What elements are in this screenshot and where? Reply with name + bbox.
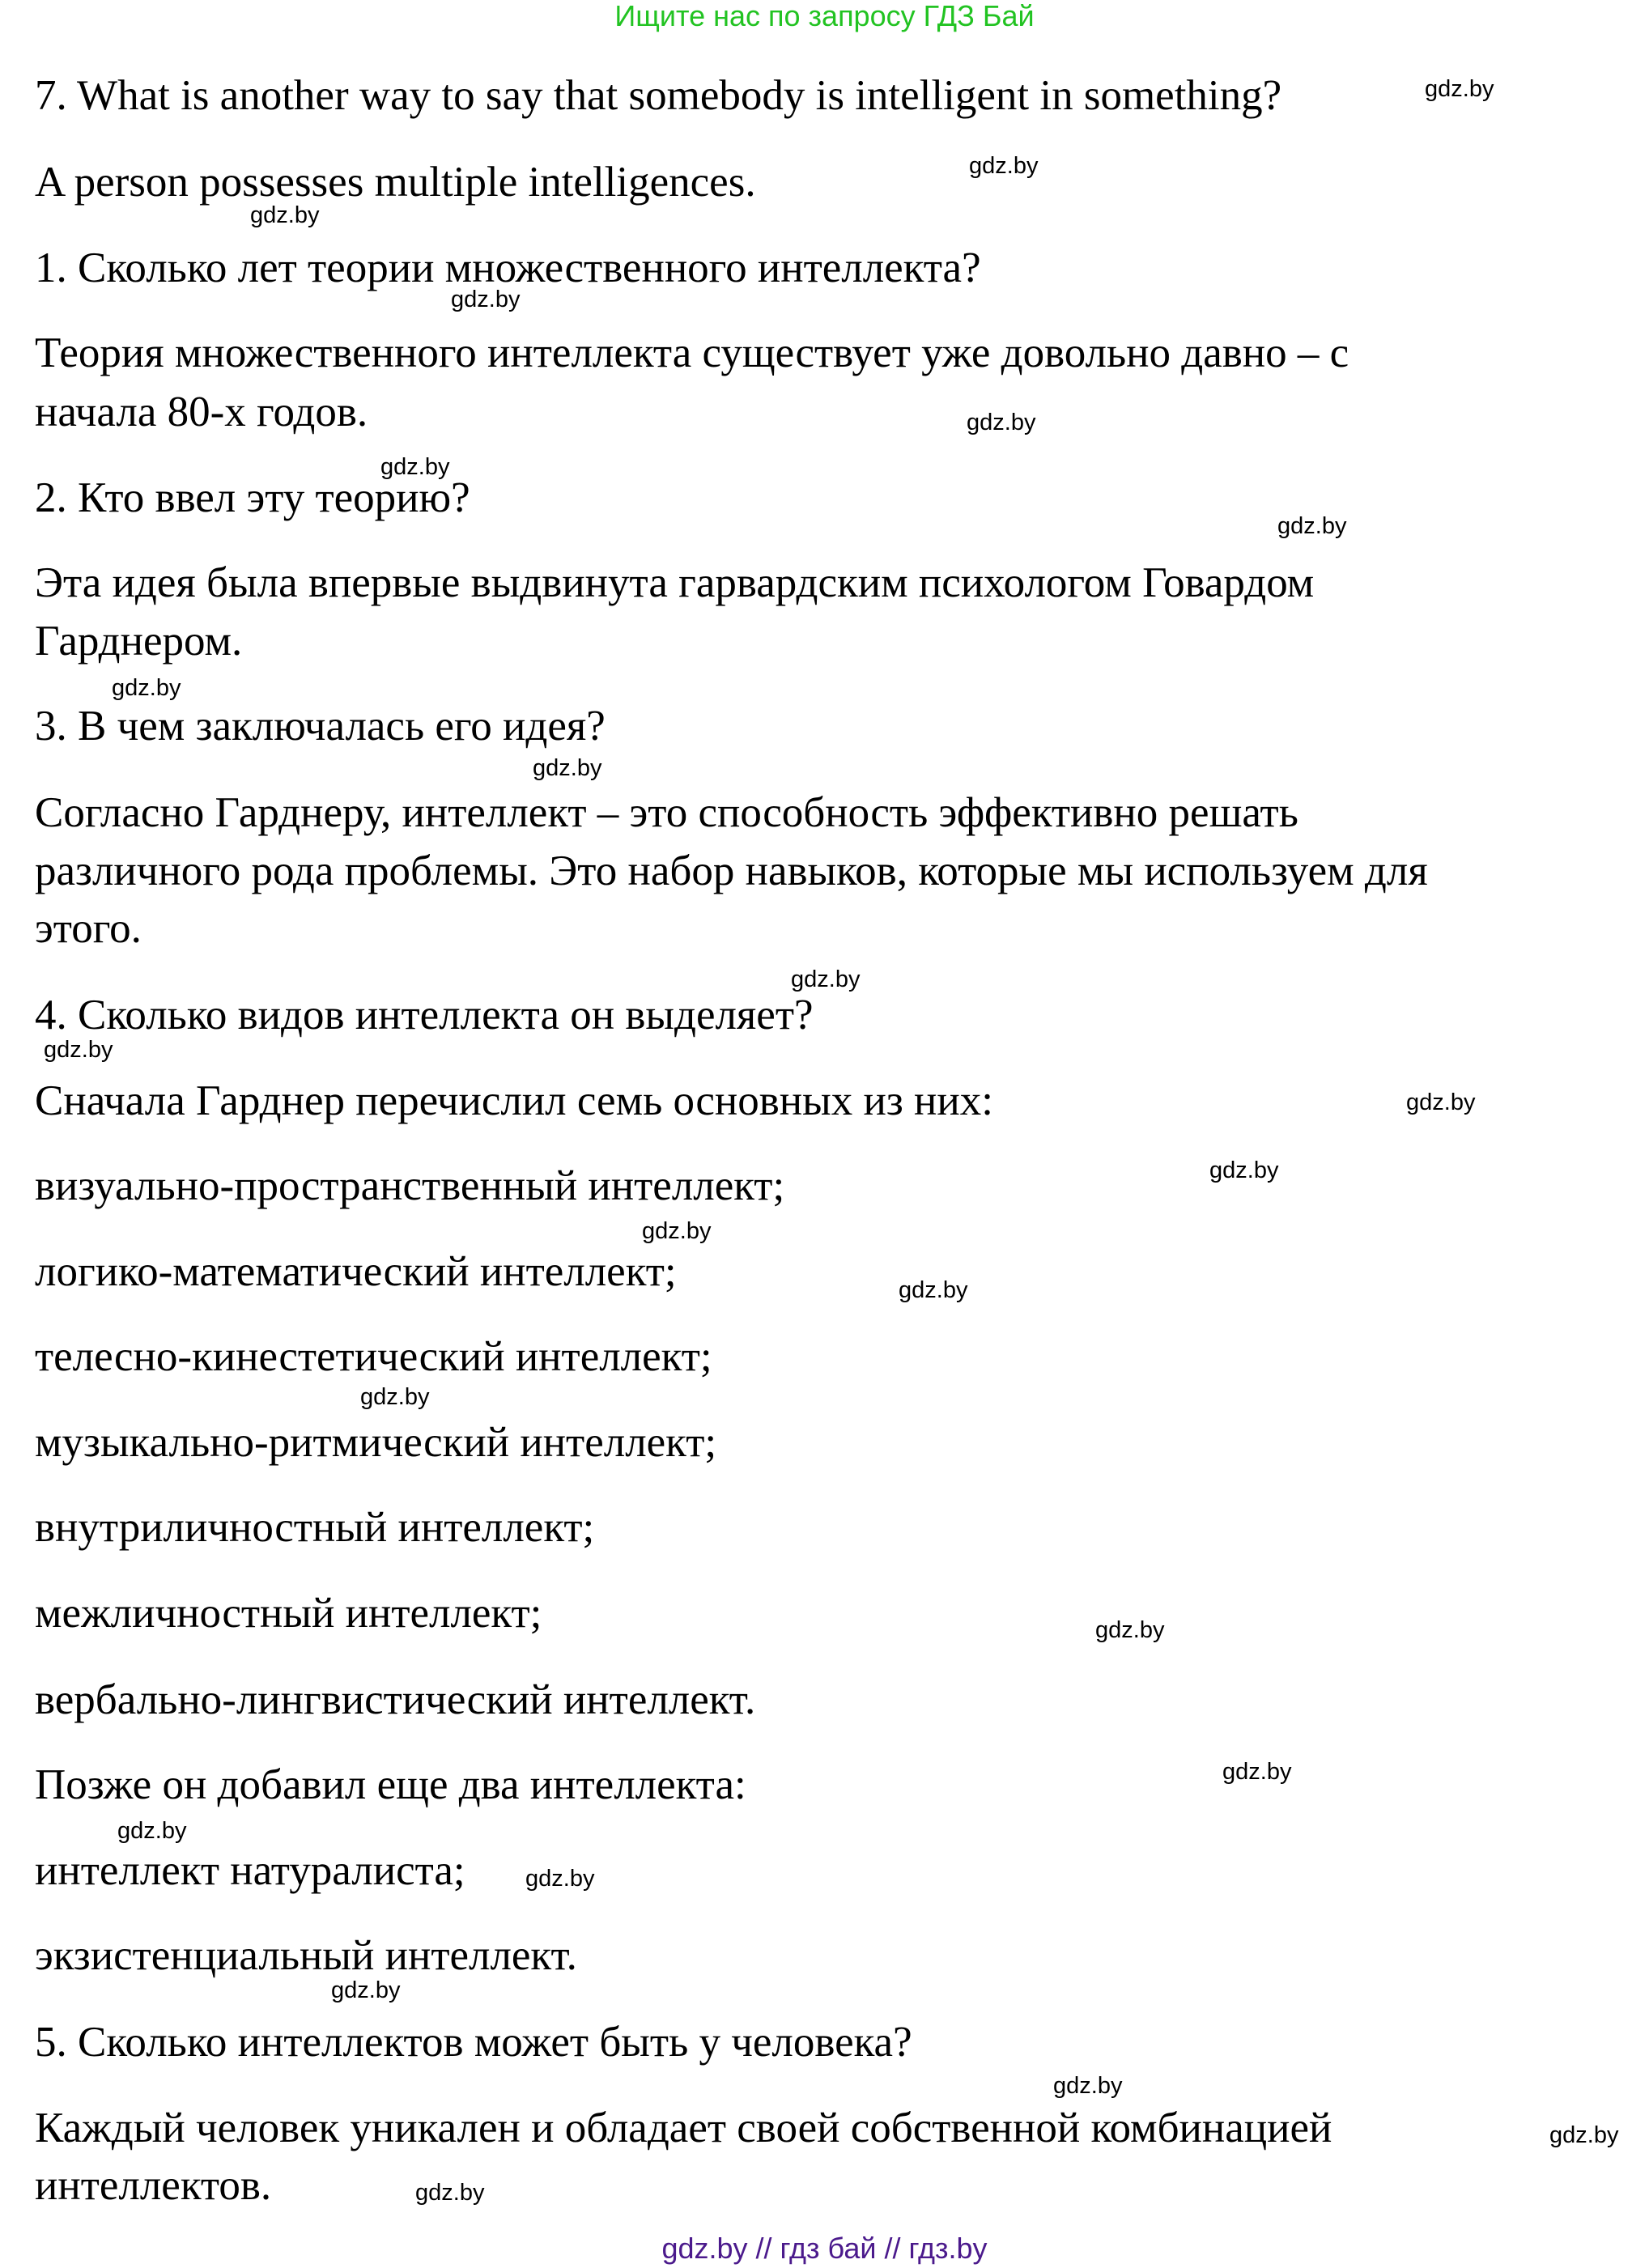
watermark: gdz.by — [1277, 513, 1347, 539]
watermark: gdz.by — [250, 202, 320, 228]
question-text: 2. Кто ввел эту теорию? — [35, 474, 470, 521]
watermark: gdz.by — [1209, 1157, 1279, 1183]
watermark: gdz.by — [112, 675, 181, 701]
answer-text: этого. — [35, 905, 142, 952]
question-text: 7. What is another way to say that somebody is intelligent in something? — [35, 72, 1282, 119]
answer-text: визуально-пространственный интеллект; — [35, 1162, 785, 1209]
answer-text: различного рода проблемы. Это набор навыков, которые мы используем для — [35, 847, 1428, 894]
answer-text: интеллект натуралиста; — [35, 1847, 465, 1894]
answer-text: музыкально-ритмический интеллект; — [35, 1419, 717, 1466]
answer-text: Позже он добавил еще два интеллекта: — [35, 1761, 746, 1808]
watermark: gdz.by — [117, 1818, 187, 1844]
watermark: gdz.by — [1425, 76, 1494, 102]
answer-text: вербально-лингвистический интеллект. — [35, 1676, 756, 1723]
answer-text: логико-математический интеллект; — [35, 1248, 677, 1295]
answer-text: межличностный интеллект; — [35, 1590, 542, 1637]
question-text: 5. Сколько интеллектов может быть у человека? — [35, 2019, 912, 2066]
watermark: gdz.by — [1549, 2122, 1619, 2148]
watermark: gdz.by — [380, 454, 450, 480]
answer-text: Эта идея была впервые выдвинута гарвардским психологом Говардом — [35, 559, 1315, 606]
answer-text: начала 80-х годов. — [35, 389, 368, 435]
answer-text: Сначала Гарднер перечислил семь основных из них: — [35, 1077, 993, 1124]
question-text: 4. Сколько видов интеллекта он выделяет? — [35, 992, 814, 1038]
watermark: gdz.by — [451, 287, 521, 312]
watermark: gdz.by — [533, 755, 602, 781]
answer-text: Гарднером. — [35, 618, 243, 665]
watermark: gdz.by — [967, 410, 1036, 435]
answer-text: внутриличностный интеллект; — [35, 1504, 595, 1551]
watermark: gdz.by — [525, 1866, 595, 1892]
watermark: gdz.by — [899, 1277, 968, 1303]
answer-text: A person possesses multiple intelligences. — [35, 159, 756, 206]
watermark: gdz.by — [331, 1977, 401, 2003]
answer-text: Каждый человек уникален и обладает своей собственной комбинацией — [35, 2104, 1332, 2151]
answer-text: экзистенциальный интеллект. — [35, 1932, 577, 1979]
watermark: gdz.by — [642, 1218, 712, 1244]
watermark: gdz.by — [791, 966, 861, 992]
watermark: gdz.by — [1095, 1617, 1165, 1643]
watermark: gdz.by — [360, 1384, 430, 1410]
watermark: gdz.by — [44, 1037, 113, 1063]
answer-text: телесно-кинестетический интеллект; — [35, 1333, 712, 1380]
watermark: gdz.by — [1222, 1759, 1292, 1785]
answer-text: Согласно Гарднеру, интеллект – это способность эффективно решать — [35, 789, 1298, 836]
answer-text: Теория множественного интеллекта существует уже довольно давно – с — [35, 329, 1349, 376]
footer-links[interactable]: gdz.by // гдз бай // гдз.by — [661, 2232, 988, 2265]
watermark: gdz.by — [969, 153, 1039, 179]
question-text: 1. Сколько лет теории множественного интеллекта? — [35, 244, 981, 291]
watermark: gdz.by — [1406, 1089, 1476, 1115]
search-hint-banner: Ищите нас по запросу ГДЗ Бай — [614, 0, 1035, 32]
watermark: gdz.by — [1053, 2073, 1123, 2099]
watermark: gdz.by — [415, 2180, 485, 2206]
answer-text: интеллектов. — [35, 2162, 272, 2209]
question-text: 3. В чем заключалась его идея? — [35, 703, 606, 750]
